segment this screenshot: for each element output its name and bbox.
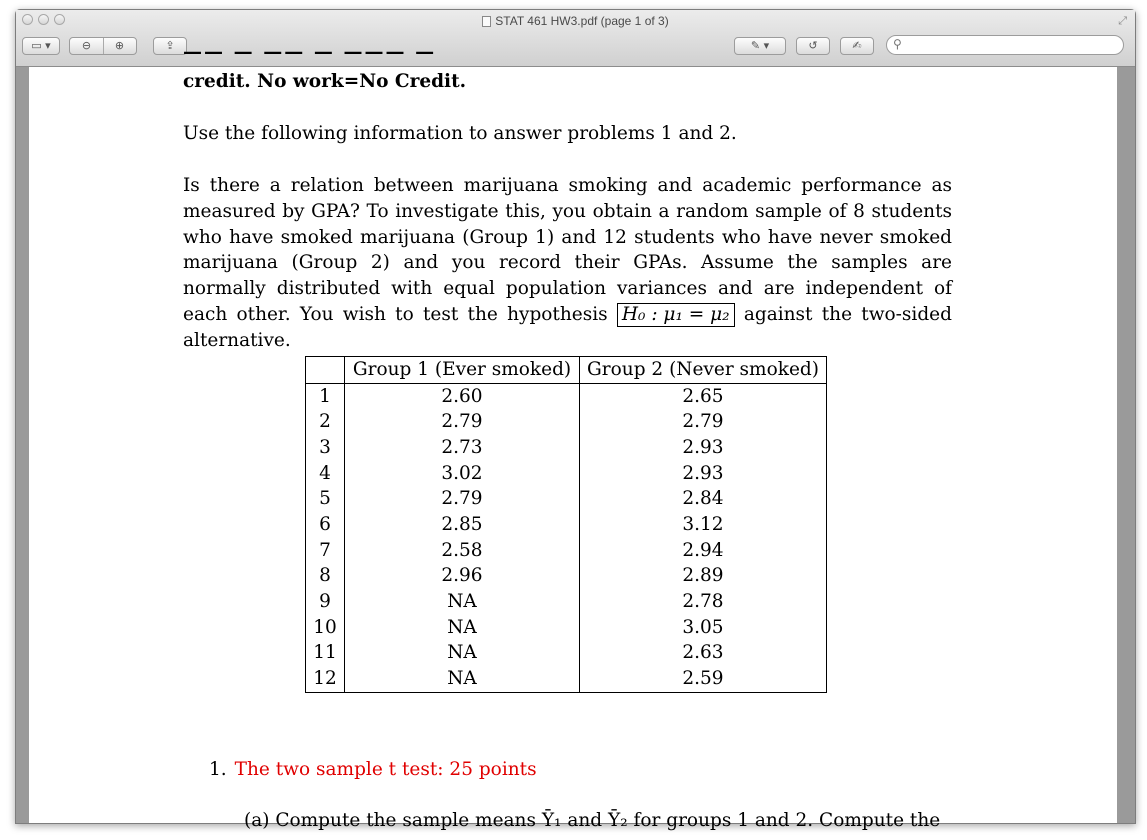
table-cell: 2.96 [345, 564, 580, 590]
problem-text-end: against the two-sided alternative. [183, 303, 952, 351]
table-row [306, 383, 827, 409]
zoom-out-icon[interactable]: ⊖ [81, 39, 92, 52]
table-cell: 3.02 [345, 461, 580, 487]
search-input[interactable] [886, 35, 1124, 55]
table-row [306, 641, 827, 667]
intro-text: Use the following information to answer problems 1 and 2. [183, 123, 737, 144]
table-cell: 12 [306, 666, 345, 692]
table-row [306, 666, 827, 692]
table-cell: 5 [306, 486, 345, 512]
problem-paragraph [183, 173, 952, 354]
table-cell: 2.58 [345, 538, 580, 564]
table-cell: NA [345, 589, 580, 615]
table-cell: 2.93 [682, 436, 724, 458]
pdf-page [29, 41, 1117, 831]
share-button[interactable] [153, 37, 187, 55]
sidebar-toggle-button[interactable] [22, 37, 60, 55]
table-cell: 3.12 [682, 513, 724, 535]
table-cell: NA [345, 641, 580, 667]
table-header [306, 357, 345, 384]
table-row [306, 615, 827, 641]
table-body [306, 383, 827, 692]
table-cell: 9 [306, 589, 345, 615]
table-cell: 8 [306, 564, 345, 590]
rotate-icon: ↺ [808, 39, 818, 52]
table-cell: NA [345, 615, 580, 641]
table-cell: 10 [306, 615, 345, 641]
table-cell: 2.63 [682, 642, 724, 664]
table-cell: 2 [306, 409, 345, 435]
question-number: 1. [209, 759, 227, 780]
table-header: Group 2 (Never smoked) [580, 357, 827, 384]
instruction-line: credit. No work=No Credit. [183, 71, 467, 92]
table-row [306, 564, 827, 590]
table-cell: 2.78 [682, 591, 724, 613]
table-row [306, 435, 827, 461]
table-cell: 2.93 [682, 462, 724, 484]
table-cell: 2.73 [345, 435, 580, 461]
table-cell: 2.85 [345, 512, 580, 538]
share-icon: ⇪ [165, 39, 175, 52]
question-title: The two sample t test: 25 points [234, 759, 537, 780]
question-1 [209, 759, 537, 780]
window-title-text: STAT 461 HW3.pdf (page 1 of 3) [495, 14, 669, 28]
table-row [306, 409, 827, 435]
table-row [306, 538, 827, 564]
zoom-group [69, 37, 137, 55]
window-title [16, 14, 1135, 28]
table-cell: 2.94 [682, 539, 724, 561]
table-cell: 2.79 [345, 486, 580, 512]
sidebar-toggle-icon: ▭ ▾ [31, 39, 51, 52]
edit-button[interactable] [840, 37, 874, 55]
table-cell: 1 [306, 383, 345, 409]
pen-icon: ✎ ▾ [750, 39, 770, 52]
table-cell: 4 [306, 461, 345, 487]
table-header-row [306, 357, 827, 384]
table-cell: 2.59 [682, 668, 724, 690]
search-icon: ⚲ [893, 37, 902, 51]
rotate-button[interactable] [796, 37, 830, 55]
table-cell: 2.84 [682, 488, 724, 510]
subquestion-a: (a) Compute the sample means Ȳ₁ and Ȳ₂ for groups 1 and 2. Compute the [244, 810, 941, 831]
hypothesis-box: H₀ : μ₁ = μ₂ [617, 303, 735, 327]
document-viewer[interactable] [16, 41, 1135, 831]
table-header: Group 1 (Ever smoked) [345, 357, 580, 384]
table-cell: NA [345, 666, 580, 692]
table-row [306, 486, 827, 512]
table-cell: 2.79 [682, 411, 724, 433]
preview-window [15, 9, 1136, 831]
table-cell: 6 [306, 512, 345, 538]
annotate-button[interactable] [734, 37, 786, 55]
gpa-table [305, 356, 827, 693]
fullscreen-icon[interactable]: ⤢ [1118, 14, 1127, 27]
table-cell: 2.89 [682, 565, 724, 587]
zoom-in-icon[interactable]: ⊕ [103, 38, 136, 54]
pdf-document-icon [482, 16, 491, 27]
edit-icon: ✍ [852, 39, 862, 52]
table-cell: 3.05 [682, 616, 724, 638]
table-cell: 2.60 [345, 383, 580, 409]
clipped-text-line: —— — —— — ——— — [183, 41, 437, 63]
table-row [306, 461, 827, 487]
table-cell: 11 [306, 641, 345, 667]
table-row [306, 589, 827, 615]
table-cell: 2.65 [682, 385, 724, 407]
table-cell: 2.79 [345, 409, 580, 435]
problem-text: Is there a relation between marijuana smoking and academic performance as measured by GPA? To investigate this, you obtain a random sample of 8 students who have smoked marijuana (Group 1) and 12 students who have never smoked marijuana (Group 2) and you record their GPAs. Assume the samples are normally distributed with equal population variances and are independent of each other. You wish to test the hypothesis [183, 175, 952, 325]
table-cell: 7 [306, 538, 345, 564]
table-row [306, 512, 827, 538]
table-cell: 3 [306, 435, 345, 461]
